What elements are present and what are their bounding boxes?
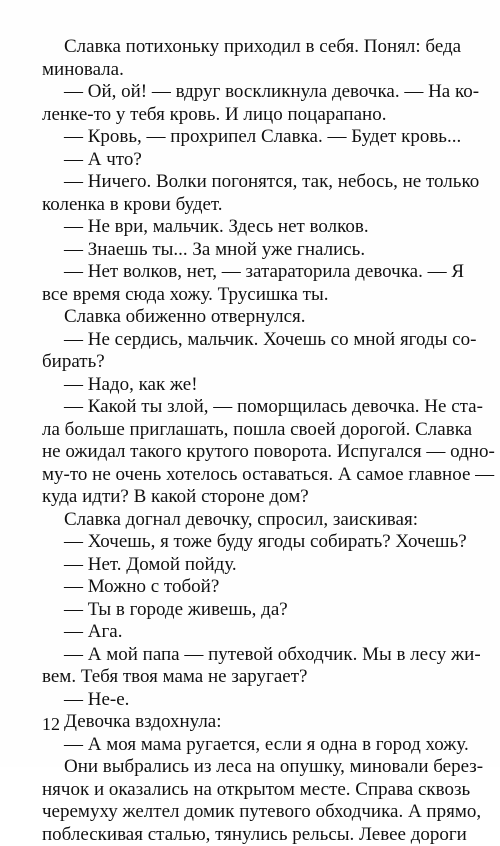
text-line: Славка догнал девочку, спросил, заискивая:	[42, 509, 498, 532]
text-line: — Ага.	[42, 621, 498, 644]
text-line: вем. Тебя твоя мама не заругает?	[42, 666, 498, 689]
text-line: — Ты в городе живешь, да?	[42, 599, 498, 622]
text-line: черемуху желтел домик путевого обходчика. А прямо,	[42, 801, 498, 824]
text-line: — Не сердись, мальчик. Хочешь со мной ягоды со-	[42, 329, 498, 352]
text-line: — Нет. Домой пойду.	[42, 554, 498, 577]
text-line: ла больше приглашать, пошла своей дорогой. Славка	[42, 419, 498, 442]
text-line: — Нет волков, нет, — затараторила девочка. — Я	[42, 261, 498, 284]
text-line: бирать?	[42, 351, 498, 374]
text-line: все время сюда хожу. Трусишка ты.	[42, 284, 498, 307]
text-line: куда идти? В какой стороне дом?	[42, 486, 498, 509]
text-line: — А мой папа — путевой обходчик. Мы в лесу жи-	[42, 644, 498, 667]
text-line: — А что?	[42, 149, 498, 172]
text-line: Славка потихоньку приходил в себя. Понял: беда	[42, 36, 498, 59]
page-number: 12	[42, 714, 60, 734]
text-line: — Знаешь ты... За мной уже гнались.	[42, 239, 498, 262]
text-line: — Не-е.	[42, 689, 498, 712]
body-text	[42, 36, 498, 846]
text-line: Славка обиженно отвернулся.	[42, 306, 498, 329]
text-line: Они выбрались из леса на опушку, миновали берез-	[42, 756, 498, 779]
text-line: нячок и оказались на открытом месте. Справа сквозь	[42, 779, 498, 802]
text-line: — Не ври, мальчик. Здесь нет волков.	[42, 216, 498, 239]
text-line: — Хочешь, я тоже буду ягоды собирать? Хочешь?	[42, 531, 498, 554]
text-line: ленке-то у тебя кровь. И лицо поцарапано.	[42, 104, 498, 127]
text-line: му-то не очень хотелось оставаться. А самое главное —	[42, 464, 498, 487]
text-line: не ожидал такого крутого поворота. Испугался — одно-	[42, 441, 498, 464]
text-line: — Ничего. Волки погонятся, так, небось, не только	[42, 171, 498, 194]
text-line: поблескивая сталью, тянулись рельсы. Левее дороги	[42, 824, 498, 846]
text-line: коленка в крови будет.	[42, 194, 498, 217]
text-line: — Кровь, — прохрипел Славка. — Будет кровь...	[42, 126, 498, 149]
text-line: — А моя мама ругается, если я одна в город хожу.	[42, 734, 498, 757]
text-line: миновала.	[42, 59, 498, 82]
text-line: — Надо, как же!	[42, 374, 498, 397]
text-line: — Можно с тобой?	[42, 576, 498, 599]
text-line: — Ой, ой! — вдруг воскликнула девочка. — На ко-	[42, 81, 498, 104]
text-line: — Какой ты злой, — поморщилась девочка. Не ста-	[42, 396, 498, 419]
text-line: Девочка вздохнула:	[42, 711, 498, 734]
